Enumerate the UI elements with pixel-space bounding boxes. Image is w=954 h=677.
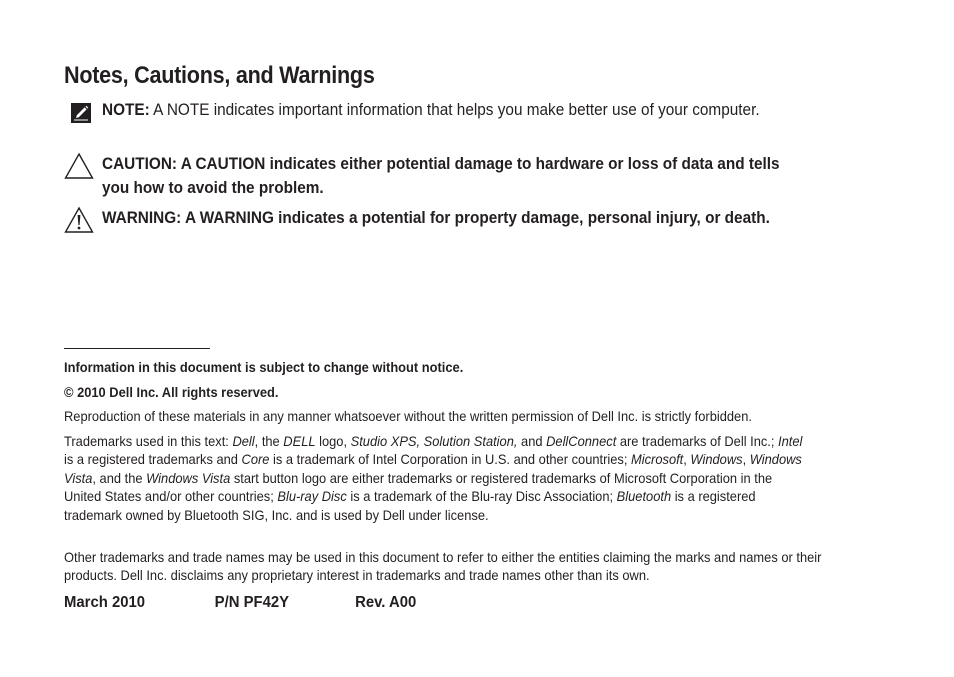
trademark-text: is a registered trademarks and [64,451,242,468]
trademark-text: is a trademark of the Blu-ray Disc Association; [346,488,617,505]
trademark-text: is a registered trademark owned by Bluetooth SIG, Inc. and is used by Dell under license. [64,488,756,523]
trademark-text: , the [254,433,284,449]
trademark-name: Blu-ray Disc [277,488,347,505]
warning-block [64,206,864,230]
part-number: P/N PF42Y [214,594,290,611]
divider [64,348,210,349]
trademark-name: Studio XPS, Solution Station, [350,433,518,449]
note-text [102,98,809,122]
trademark-text: logo, [315,433,351,449]
trademark-text: , [742,451,750,468]
copyright-notice: © 2010 Dell Inc. All rights reserved. [64,384,279,400]
trademark-name: DellConnect [546,433,617,449]
note-body: A NOTE indicates important information that helps you make better use of your computer. [149,101,760,119]
trademark-name: Dell [232,433,255,449]
trademark-name: Bluetooth [616,488,672,505]
page-title: Notes, Cautions, and Warnings [64,62,375,89]
publication-date: March 2010 [64,594,146,611]
warning-icon [64,208,94,232]
note-label: NOTE: [102,101,150,119]
note-block [64,98,864,122]
trademark-text: , [683,451,691,468]
trademark-name: Microsoft [631,451,684,468]
trademark-name: DELL [283,433,316,449]
warning-text: WARNING: A WARNING indicates a potential for property damage, personal injury, or death. [102,209,770,227]
trademark-text: and [517,433,547,449]
trademarks-paragraph [64,432,809,524]
trademark-name: Intel [778,433,803,449]
trademark-text: are trademarks of Dell Inc.; [616,433,779,449]
caution-block [64,152,864,200]
subject-to-change-notice: Information in this document is subject to change without notice. [64,359,464,375]
reproduction-notice: Reproduction of these materials in any manner whatsoever without the written permission of Dell Inc. is strictly forbidden. [64,408,752,424]
revision: Rev. A00 [355,594,417,611]
trademark-name: Windows Vista [146,469,231,486]
caution-text: CAUTION: A CAUTION indicates either potential damage to hardware or loss of data and tells you how to avoid the problem. [102,155,780,197]
trademark-name: Core [241,451,270,468]
trademark-text: start button logo are either trademarks or registered trademarks of Microsoft Corporation in the United States and/or other countries; [64,469,773,505]
note-icon [64,100,94,124]
other-trademarks-paragraph: Other trademarks and trade names may be used in this document to refer to either the entities claiming the marks and names or their products. Dell Inc. disclaims any proprietary interest in trademarks and trade names other than its own. [64,549,822,584]
trademark-text: , and the [92,469,147,486]
trademark-text: is a trademark of Intel Corporation in U.S. and other countries; [269,451,632,468]
trademark-text: Trademarks used in this text: [64,433,233,449]
trademark-name: Windows [690,451,743,468]
caution-icon [64,154,94,178]
trademark-name: Windows Vista [64,451,802,486]
